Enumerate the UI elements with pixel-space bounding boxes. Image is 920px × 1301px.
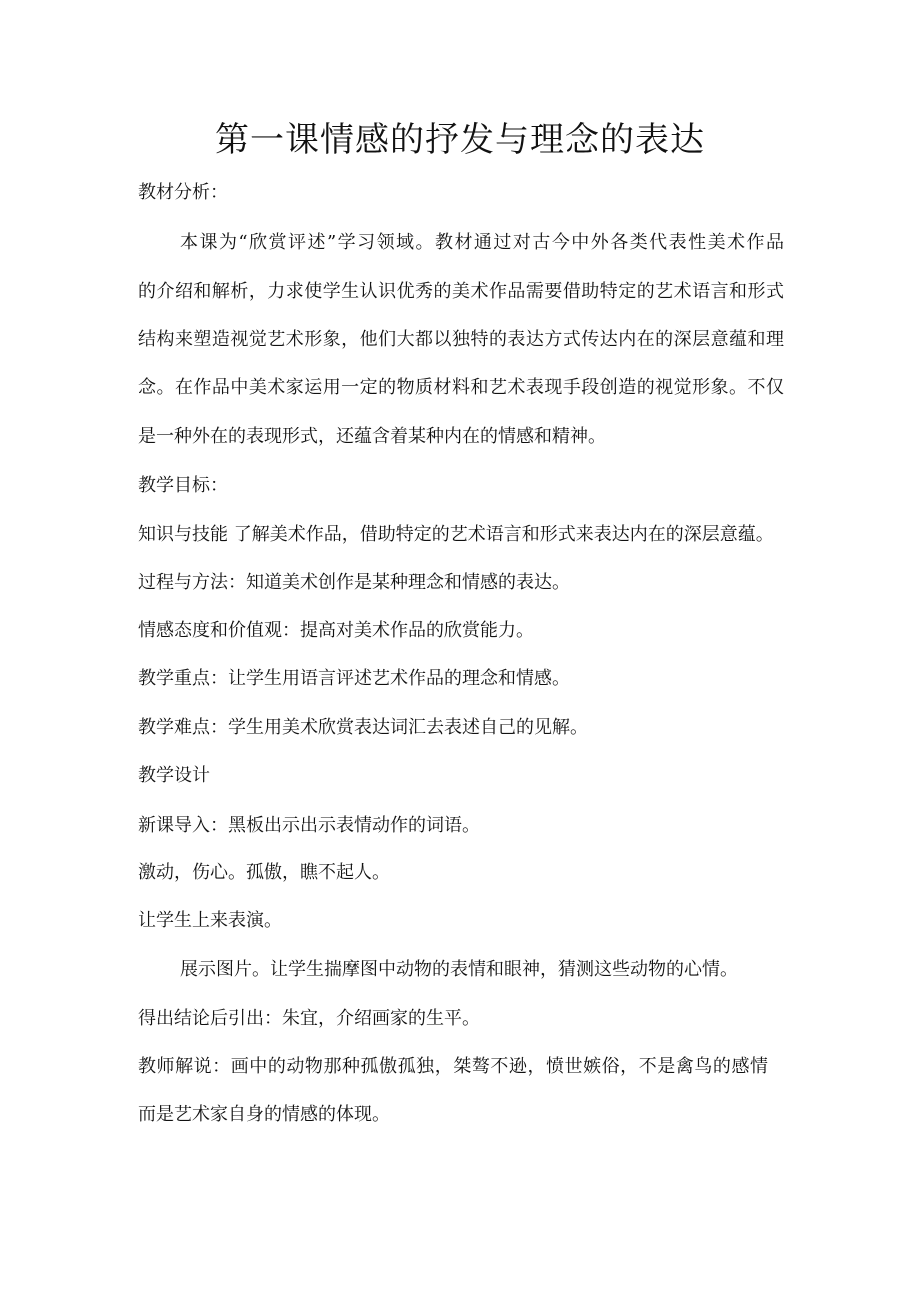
heading-teaching-design: 教学设计: [138, 765, 210, 786]
paragraph-line: 念。在作品中美术家运用一定的物质材料和艺术表现手段创造的视觉形象。不仅: [138, 377, 784, 398]
show-pictures: 展示图片。让学生揣摩图中动物的表情和眼神，猜测这些动物的心情。: [180, 959, 738, 980]
paragraph-line: 是一种外在的表现形式，还蕴含着某种内在的情感和精神。: [138, 426, 606, 447]
paragraph-line: 本课为“欣赏评述”学习领域。教材通过对古今中外各类代表性美术作品: [180, 232, 784, 253]
teaching-difficult-point: 教学难点：学生用美术欣赏表达词汇去表述自己的见解。: [138, 717, 588, 738]
heading-material-analysis: 教材分析：: [138, 182, 228, 203]
goal-knowledge-skills: 知识与技能 了解美术作品，借助特定的艺术语言和形式来表达内在的深层意蕴。: [138, 524, 774, 545]
page-title: 第一课情感的抒发与理念的表达: [215, 120, 705, 160]
teacher-explanation: 教师解说：画中的动物那种孤傲孤独，桀骜不逊，愤世嫉俗，不是禽鸟的感情: [138, 1056, 768, 1077]
teacher-explanation-continued: 而是艺术家自身的情感的体现。: [138, 1104, 390, 1125]
student-performance: 让学生上来表演。: [138, 910, 282, 931]
paragraph-line: 结构来塑造视觉艺术形象，他们大都以独特的表达方式传达内在的深层意蕴和理: [138, 329, 784, 350]
goal-process-method: 过程与方法：知道美术创作是某种理念和情感的表达。: [138, 572, 570, 593]
emotion-words: 激动，伤心。孤傲，瞧不起人。: [138, 862, 390, 883]
lesson-introduction: 新课导入：黑板出示出示表情动作的词语。: [138, 815, 480, 836]
paragraph-line: 的介绍和解析，力求使学生认识优秀的美术作品需要借助特定的艺术语言和形式: [138, 281, 784, 302]
conclusion-line: 得出结论后引出：朱宜，介绍画家的生平。: [138, 1008, 480, 1029]
heading-teaching-goals: 教学目标：: [138, 475, 228, 496]
goal-emotion-attitude: 情感态度和价值观：提高对美术作品的欣赏能力。: [138, 620, 534, 641]
teaching-key-point: 教学重点：让学生用语言评述艺术作品的理念和情感。: [138, 668, 570, 689]
